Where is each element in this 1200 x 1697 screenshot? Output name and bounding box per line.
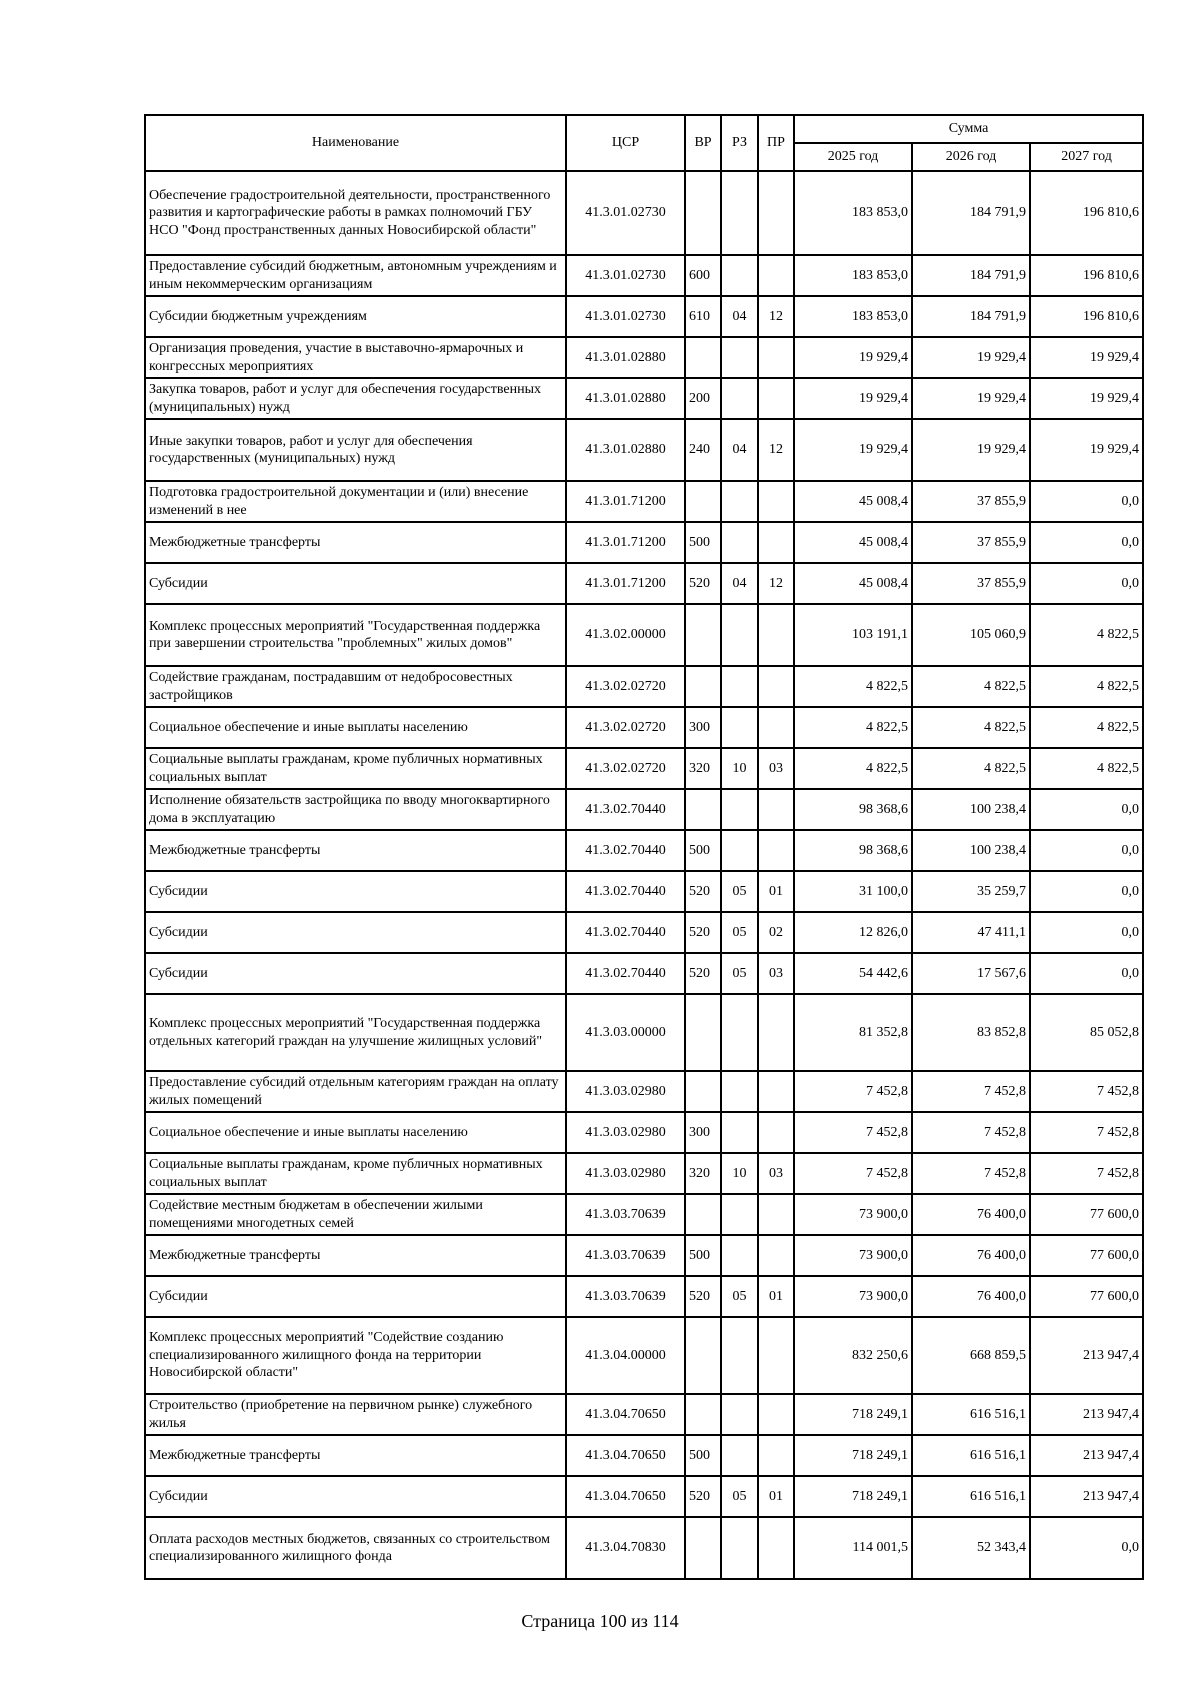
row-pr: 03 — [758, 953, 794, 994]
row-pr — [758, 378, 794, 419]
header-row-1 — [145, 115, 1143, 143]
row-csr: 41.3.03.00000 — [566, 994, 685, 1071]
row-rz — [721, 1235, 758, 1276]
row-sum-2027: 4 822,5 — [1030, 666, 1143, 707]
header-vr: ВР — [685, 115, 721, 171]
table-row — [145, 1517, 1143, 1579]
row-csr: 41.3.01.02730 — [566, 171, 685, 255]
table-row — [145, 830, 1143, 871]
row-vr: 520 — [685, 871, 721, 912]
row-sum-2025: 31 100,0 — [794, 871, 912, 912]
row-sum-2027: 0,0 — [1030, 563, 1143, 604]
row-pr — [758, 481, 794, 522]
row-sum-2025: 4 822,5 — [794, 707, 912, 748]
row-csr: 41.3.03.70639 — [566, 1276, 685, 1317]
header-sum: Сумма — [794, 115, 1143, 143]
row-sum-2027: 0,0 — [1030, 1517, 1143, 1579]
row-sum-2025: 54 442,6 — [794, 953, 912, 994]
row-name: Межбюджетные трансферты — [145, 1235, 566, 1276]
row-pr — [758, 1194, 794, 1235]
row-sum-2027: 0,0 — [1030, 953, 1143, 994]
header-csr: ЦСР — [566, 115, 685, 171]
row-rz — [721, 666, 758, 707]
row-vr — [685, 1317, 721, 1394]
row-rz — [721, 830, 758, 871]
row-rz: 10 — [721, 748, 758, 789]
row-sum-2027: 4 822,5 — [1030, 604, 1143, 666]
row-name: Комплекс процессных мероприятий "Государственная поддержка отдельных категорий граждан на улучшение жилищных условий" — [145, 994, 566, 1071]
row-pr — [758, 337, 794, 378]
row-vr — [685, 604, 721, 666]
row-sum-2026: 100 238,4 — [912, 830, 1030, 871]
row-sum-2025: 183 853,0 — [794, 171, 912, 255]
row-csr: 41.3.02.02720 — [566, 707, 685, 748]
row-rz — [721, 1517, 758, 1579]
row-name: Комплекс процессных мероприятий "Содействие созданию специализированного жилищного фонда на территории Новосибирской области" — [145, 1317, 566, 1394]
row-rz: 04 — [721, 563, 758, 604]
row-name: Комплекс процессных мероприятий "Государственная поддержка при завершении строительства "проблемных" жилых домов" — [145, 604, 566, 666]
row-csr: 41.3.02.02720 — [566, 666, 685, 707]
row-sum-2026: 184 791,9 — [912, 296, 1030, 337]
table-row — [145, 1112, 1143, 1153]
row-sum-2027: 19 929,4 — [1030, 419, 1143, 481]
row-pr — [758, 1112, 794, 1153]
row-name: Оплата расходов местных бюджетов, связанных со строительством специализированного жилищного фонда — [145, 1517, 566, 1579]
row-sum-2026: 19 929,4 — [912, 419, 1030, 481]
row-sum-2025: 45 008,4 — [794, 481, 912, 522]
row-rz — [721, 604, 758, 666]
row-csr: 41.3.03.70639 — [566, 1194, 685, 1235]
row-rz — [721, 994, 758, 1071]
row-vr: 240 — [685, 419, 721, 481]
row-sum-2027: 213 947,4 — [1030, 1317, 1143, 1394]
row-rz — [721, 1112, 758, 1153]
row-rz: 05 — [721, 1476, 758, 1517]
header-pr: ПР — [758, 115, 794, 171]
row-sum-2025: 19 929,4 — [794, 419, 912, 481]
row-vr — [685, 171, 721, 255]
row-sum-2026: 83 852,8 — [912, 994, 1030, 1071]
row-sum-2027: 196 810,6 — [1030, 255, 1143, 296]
table-row — [145, 1235, 1143, 1276]
row-name: Закупка товаров, работ и услуг для обеспечения государственных (муниципальных) нужд — [145, 378, 566, 419]
row-csr: 41.3.01.02880 — [566, 419, 685, 481]
row-vr: 610 — [685, 296, 721, 337]
row-sum-2026: 105 060,9 — [912, 604, 1030, 666]
row-sum-2025: 81 352,8 — [794, 994, 912, 1071]
table-row — [145, 953, 1143, 994]
row-sum-2027: 0,0 — [1030, 871, 1143, 912]
row-pr — [758, 1317, 794, 1394]
row-sum-2026: 19 929,4 — [912, 378, 1030, 419]
row-vr: 320 — [685, 748, 721, 789]
row-sum-2025: 183 853,0 — [794, 296, 912, 337]
row-sum-2026: 4 822,5 — [912, 748, 1030, 789]
row-sum-2027: 19 929,4 — [1030, 378, 1143, 419]
row-name: Строительство (приобретение на первичном рынке) служебного жилья — [145, 1394, 566, 1435]
row-csr: 41.3.02.70440 — [566, 871, 685, 912]
row-name: Социальные выплаты гражданам, кроме публичных нормативных социальных выплат — [145, 748, 566, 789]
row-rz — [721, 707, 758, 748]
table-row — [145, 707, 1143, 748]
row-csr: 41.3.04.70830 — [566, 1517, 685, 1579]
row-sum-2025: 114 001,5 — [794, 1517, 912, 1579]
table-row — [145, 563, 1143, 604]
row-sum-2027: 0,0 — [1030, 481, 1143, 522]
row-sum-2027: 77 600,0 — [1030, 1276, 1143, 1317]
row-vr: 320 — [685, 1153, 721, 1194]
row-pr — [758, 604, 794, 666]
row-sum-2027: 196 810,6 — [1030, 296, 1143, 337]
row-name: Субсидии — [145, 912, 566, 953]
header-year-2027: 2027 год — [1030, 143, 1143, 171]
row-sum-2025: 7 452,8 — [794, 1153, 912, 1194]
row-sum-2026: 37 855,9 — [912, 563, 1030, 604]
row-csr: 41.3.02.70440 — [566, 912, 685, 953]
row-pr — [758, 1235, 794, 1276]
row-vr: 300 — [685, 1112, 721, 1153]
row-csr: 41.3.02.00000 — [566, 604, 685, 666]
table-row — [145, 171, 1143, 255]
row-sum-2025: 103 191,1 — [794, 604, 912, 666]
row-name: Обеспечение градостроительной деятельности, пространственного развития и картографические работы в рамках полномочий ГБУ НСО "Фонд пространственных данных Новосибирской области" — [145, 171, 566, 255]
row-pr: 02 — [758, 912, 794, 953]
row-sum-2026: 19 929,4 — [912, 337, 1030, 378]
row-sum-2025: 718 249,1 — [794, 1435, 912, 1476]
row-rz: 05 — [721, 912, 758, 953]
row-sum-2027: 196 810,6 — [1030, 171, 1143, 255]
row-rz — [721, 378, 758, 419]
row-sum-2025: 832 250,6 — [794, 1317, 912, 1394]
row-pr — [758, 1394, 794, 1435]
row-csr: 41.3.01.02880 — [566, 378, 685, 419]
row-rz — [721, 789, 758, 830]
row-rz: 05 — [721, 953, 758, 994]
row-sum-2027: 0,0 — [1030, 789, 1143, 830]
row-sum-2027: 0,0 — [1030, 912, 1143, 953]
row-rz — [721, 1394, 758, 1435]
row-name: Субсидии — [145, 563, 566, 604]
table-row — [145, 1435, 1143, 1476]
row-pr — [758, 994, 794, 1071]
row-pr: 01 — [758, 871, 794, 912]
row-sum-2026: 616 516,1 — [912, 1476, 1030, 1517]
row-pr: 12 — [758, 419, 794, 481]
table-row — [145, 1153, 1143, 1194]
row-rz: 04 — [721, 419, 758, 481]
table-row — [145, 337, 1143, 378]
row-rz — [721, 1194, 758, 1235]
table-row — [145, 994, 1143, 1071]
row-vr: 200 — [685, 378, 721, 419]
row-csr: 41.3.03.02980 — [566, 1112, 685, 1153]
row-sum-2026: 4 822,5 — [912, 666, 1030, 707]
table-body — [145, 171, 1143, 1579]
table-row — [145, 1476, 1143, 1517]
row-rz — [721, 171, 758, 255]
row-sum-2026: 35 259,7 — [912, 871, 1030, 912]
row-vr — [685, 994, 721, 1071]
row-sum-2027: 4 822,5 — [1030, 707, 1143, 748]
row-sum-2026: 17 567,6 — [912, 953, 1030, 994]
table-row — [145, 419, 1143, 481]
row-pr — [758, 707, 794, 748]
row-rz — [721, 255, 758, 296]
row-sum-2025: 19 929,4 — [794, 378, 912, 419]
row-rz — [721, 1317, 758, 1394]
row-pr: 12 — [758, 563, 794, 604]
row-rz: 04 — [721, 296, 758, 337]
row-name: Предоставление субсидий бюджетным, автономным учреждениям и иным некоммерческим организациям — [145, 255, 566, 296]
row-csr: 41.3.01.02880 — [566, 337, 685, 378]
row-sum-2027: 7 452,8 — [1030, 1071, 1143, 1112]
row-sum-2027: 7 452,8 — [1030, 1153, 1143, 1194]
row-name: Субсидии бюджетным учреждениям — [145, 296, 566, 337]
row-csr: 41.3.02.02720 — [566, 748, 685, 789]
row-rz — [721, 337, 758, 378]
row-csr: 41.3.04.70650 — [566, 1394, 685, 1435]
row-csr: 41.3.01.02730 — [566, 296, 685, 337]
row-rz: 05 — [721, 871, 758, 912]
table-row — [145, 666, 1143, 707]
row-sum-2026: 100 238,4 — [912, 789, 1030, 830]
row-vr: 500 — [685, 830, 721, 871]
row-vr — [685, 1071, 721, 1112]
row-sum-2027: 0,0 — [1030, 830, 1143, 871]
row-name: Исполнение обязательств застройщика по вводу многоквартирного дома в эксплуатацию — [145, 789, 566, 830]
header-rz: РЗ — [721, 115, 758, 171]
row-rz — [721, 481, 758, 522]
row-sum-2026: 76 400,0 — [912, 1194, 1030, 1235]
row-sum-2027: 19 929,4 — [1030, 337, 1143, 378]
header-year-2026: 2026 год — [912, 143, 1030, 171]
table-row — [145, 1317, 1143, 1394]
row-name: Межбюджетные трансферты — [145, 830, 566, 871]
row-csr: 41.3.03.70639 — [566, 1235, 685, 1276]
header-name: Наименование — [145, 115, 566, 171]
page-number: Страница 100 из 114 — [521, 1611, 679, 1631]
row-sum-2027: 7 452,8 — [1030, 1112, 1143, 1153]
table-row — [145, 522, 1143, 563]
row-csr: 41.3.02.70440 — [566, 830, 685, 871]
row-name: Субсидии — [145, 1476, 566, 1517]
row-name: Межбюджетные трансферты — [145, 1435, 566, 1476]
row-sum-2027: 213 947,4 — [1030, 1394, 1143, 1435]
row-csr: 41.3.04.00000 — [566, 1317, 685, 1394]
row-sum-2025: 73 900,0 — [794, 1235, 912, 1276]
row-sum-2025: 19 929,4 — [794, 337, 912, 378]
row-name: Содействие гражданам, пострадавшим от недобросовестных застройщиков — [145, 666, 566, 707]
row-vr — [685, 666, 721, 707]
row-sum-2027: 77 600,0 — [1030, 1194, 1143, 1235]
row-name: Межбюджетные трансферты — [145, 522, 566, 563]
table-row — [145, 789, 1143, 830]
row-csr: 41.3.02.70440 — [566, 953, 685, 994]
row-sum-2025: 45 008,4 — [794, 563, 912, 604]
row-vr — [685, 337, 721, 378]
row-csr: 41.3.03.02980 — [566, 1153, 685, 1194]
row-sum-2026: 616 516,1 — [912, 1435, 1030, 1476]
row-vr: 300 — [685, 707, 721, 748]
budget-table — [144, 114, 1144, 1580]
row-sum-2026: 616 516,1 — [912, 1394, 1030, 1435]
row-csr: 41.3.02.70440 — [566, 789, 685, 830]
row-sum-2025: 718 249,1 — [794, 1476, 912, 1517]
row-pr — [758, 1517, 794, 1579]
row-pr — [758, 830, 794, 871]
row-rz: 10 — [721, 1153, 758, 1194]
row-name: Организация проведения, участие в выставочно-ярмарочных и конгрессных мероприятиях — [145, 337, 566, 378]
row-vr: 520 — [685, 953, 721, 994]
row-sum-2026: 7 452,8 — [912, 1071, 1030, 1112]
table-row — [145, 871, 1143, 912]
row-sum-2025: 98 368,6 — [794, 789, 912, 830]
row-rz — [721, 1435, 758, 1476]
row-pr — [758, 1071, 794, 1112]
row-sum-2026: 7 452,8 — [912, 1112, 1030, 1153]
row-sum-2027: 4 822,5 — [1030, 748, 1143, 789]
row-csr: 41.3.03.02980 — [566, 1071, 685, 1112]
row-sum-2026: 37 855,9 — [912, 522, 1030, 563]
row-vr: 500 — [685, 1435, 721, 1476]
table-row — [145, 1394, 1143, 1435]
row-sum-2025: 4 822,5 — [794, 666, 912, 707]
row-pr — [758, 171, 794, 255]
row-sum-2027: 213 947,4 — [1030, 1435, 1143, 1476]
table-row — [145, 1194, 1143, 1235]
table-row — [145, 748, 1143, 789]
row-csr: 41.3.01.71200 — [566, 563, 685, 604]
row-vr — [685, 789, 721, 830]
row-csr: 41.3.01.71200 — [566, 481, 685, 522]
table-row — [145, 296, 1143, 337]
table-row — [145, 1071, 1143, 1112]
row-sum-2026: 668 859,5 — [912, 1317, 1030, 1394]
row-pr: 01 — [758, 1276, 794, 1317]
row-sum-2026: 76 400,0 — [912, 1276, 1030, 1317]
row-vr: 500 — [685, 1235, 721, 1276]
header-year-2025: 2025 год — [794, 143, 912, 171]
row-pr — [758, 789, 794, 830]
row-sum-2025: 718 249,1 — [794, 1394, 912, 1435]
row-rz — [721, 1071, 758, 1112]
row-sum-2025: 73 900,0 — [794, 1194, 912, 1235]
row-name: Социальное обеспечение и иные выплаты населению — [145, 1112, 566, 1153]
row-sum-2026: 184 791,9 — [912, 255, 1030, 296]
row-vr — [685, 1194, 721, 1235]
table-row — [145, 378, 1143, 419]
table-row — [145, 481, 1143, 522]
row-sum-2025: 45 008,4 — [794, 522, 912, 563]
row-pr: 12 — [758, 296, 794, 337]
row-name: Субсидии — [145, 1276, 566, 1317]
row-sum-2027: 85 052,8 — [1030, 994, 1143, 1071]
row-sum-2026: 4 822,5 — [912, 707, 1030, 748]
row-vr: 520 — [685, 912, 721, 953]
row-sum-2026: 76 400,0 — [912, 1235, 1030, 1276]
row-sum-2026: 37 855,9 — [912, 481, 1030, 522]
row-sum-2025: 98 368,6 — [794, 830, 912, 871]
row-sum-2025: 7 452,8 — [794, 1112, 912, 1153]
row-sum-2026: 52 343,4 — [912, 1517, 1030, 1579]
row-name: Субсидии — [145, 871, 566, 912]
row-vr — [685, 1517, 721, 1579]
row-csr: 41.3.04.70650 — [566, 1435, 685, 1476]
row-sum-2027: 0,0 — [1030, 522, 1143, 563]
row-sum-2026: 47 411,1 — [912, 912, 1030, 953]
row-sum-2025: 4 822,5 — [794, 748, 912, 789]
row-vr: 520 — [685, 563, 721, 604]
row-csr: 41.3.04.70650 — [566, 1476, 685, 1517]
row-name: Иные закупки товаров, работ и услуг для обеспечения государственных (муниципальных) нужд — [145, 419, 566, 481]
row-sum-2025: 183 853,0 — [794, 255, 912, 296]
row-pr: 01 — [758, 1476, 794, 1517]
row-pr — [758, 666, 794, 707]
table-row — [145, 1276, 1143, 1317]
table-row — [145, 255, 1143, 296]
row-vr — [685, 481, 721, 522]
row-vr: 500 — [685, 522, 721, 563]
row-name: Подготовка градостроительной документации и (или) внесение изменений в нее — [145, 481, 566, 522]
row-pr: 03 — [758, 1153, 794, 1194]
row-sum-2027: 213 947,4 — [1030, 1476, 1143, 1517]
row-sum-2025: 12 826,0 — [794, 912, 912, 953]
row-name: Предоставление субсидий отдельным категориям граждан на оплату жилых помещений — [145, 1071, 566, 1112]
row-name: Социальные выплаты гражданам, кроме публичных нормативных социальных выплат — [145, 1153, 566, 1194]
row-sum-2025: 7 452,8 — [794, 1071, 912, 1112]
row-pr — [758, 255, 794, 296]
row-vr: 600 — [685, 255, 721, 296]
row-sum-2026: 184 791,9 — [912, 171, 1030, 255]
row-pr — [758, 522, 794, 563]
row-csr: 41.3.01.71200 — [566, 522, 685, 563]
row-vr: 520 — [685, 1276, 721, 1317]
row-sum-2025: 73 900,0 — [794, 1276, 912, 1317]
row-name: Социальное обеспечение и иные выплаты населению — [145, 707, 566, 748]
row-pr: 03 — [758, 748, 794, 789]
row-rz: 05 — [721, 1276, 758, 1317]
row-name: Содействие местным бюджетам в обеспечении жилыми помещениями многодетных семей — [145, 1194, 566, 1235]
row-name: Субсидии — [145, 953, 566, 994]
table-row — [145, 604, 1143, 666]
row-sum-2027: 77 600,0 — [1030, 1235, 1143, 1276]
row-vr — [685, 1394, 721, 1435]
row-csr: 41.3.01.02730 — [566, 255, 685, 296]
table-row — [145, 912, 1143, 953]
row-pr — [758, 1435, 794, 1476]
row-rz — [721, 522, 758, 563]
row-sum-2026: 7 452,8 — [912, 1153, 1030, 1194]
row-vr: 520 — [685, 1476, 721, 1517]
